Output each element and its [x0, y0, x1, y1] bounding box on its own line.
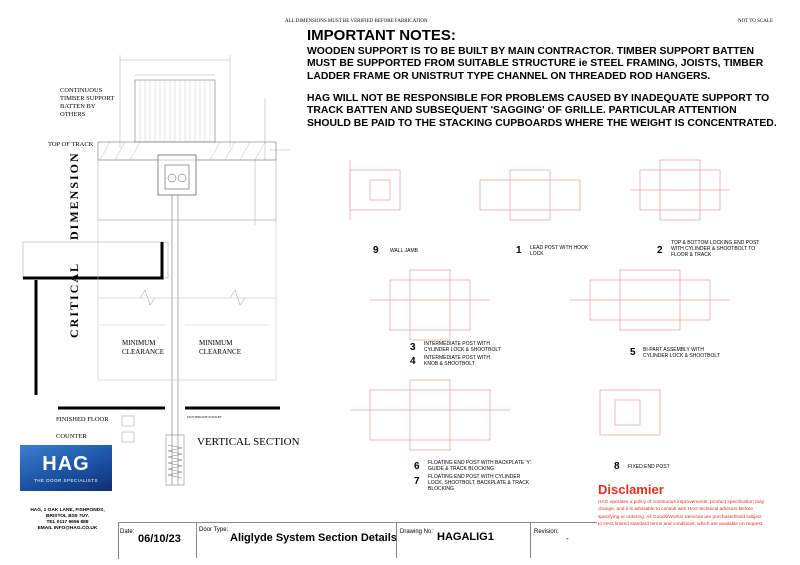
dustproof-label: DUSTPROOF SOCKET [187, 415, 222, 419]
drawing-number-value: HAGALIG1 [437, 531, 494, 543]
post-caption-5: BI-PART ASSEMBLY WITH CYLINDER LOCK & SHOOTBOLT [643, 347, 720, 359]
post-number-8: 8 [614, 461, 620, 472]
clearance-right: MINIMUM CLEARANCE [199, 339, 241, 356]
logo-wordmark: HAG [42, 453, 90, 475]
hag-logo [20, 445, 112, 491]
vertical-label-critical: CRITICAL [67, 261, 81, 338]
address-line: TEL 0117 9656 888 [46, 520, 89, 525]
top-of-track-label: TOP OF TRACK [48, 141, 94, 148]
post-caption-2: TOP & BOTTOM LOCKING END POST WITH CYLINDER & SHOOTBOLT TO FLOOR & TRACK [671, 240, 760, 258]
verify-note: ALL DIMENSIONS MUST BE VERIFIED BEFORE FABRICATION [285, 19, 428, 24]
post-details-drawing [330, 150, 760, 480]
counter-label: COUNTER [56, 433, 87, 440]
post-number-7: 7 [414, 476, 420, 487]
batten-label: CONTINUOUS TIMBER SUPPORT BATTEN BY OTHERS [60, 87, 115, 118]
address-line: EMAIL INFO@HAG.CO.UK [37, 526, 98, 531]
post-number-2: 2 [657, 245, 663, 256]
post-caption-3: INTERMEDIATE POST WITH CYLINDER LOCK & SHOOTBOLT [424, 341, 501, 353]
clearance-left: MINIMUM CLEARANCE [122, 339, 164, 356]
address-line: BRISTOL BS5 7UY. [45, 514, 89, 519]
finished-floor-label: FINISHED FLOOR [56, 416, 109, 423]
date-value: 06/10/23 [138, 533, 181, 545]
door-type-value: Aliglyde System Section Details [230, 532, 397, 544]
date-label: Date: [120, 529, 135, 535]
post-number-5: 5 [630, 347, 636, 358]
vertical-section-title: VERTICAL SECTION [197, 436, 300, 448]
vertical-label-dimension: DIMENSION [67, 151, 81, 240]
notes-paragraph-2: HAG WILL NOT BE RESPONSIBLE FOR PROBLEMS CAUSED BY INADEQUATE SUPPORT TO TRACK BATTEN AND SUBSEQUENT 'SAGGING' OF GRILLE. PARTICULAR ATTENTION SHOULD BE PAID TO THE STACKING CUPBOARDS WHERE THE WEIGHT IS CONCENTRATED. [307, 93, 777, 129]
post-caption-1: LEAD POST WITH HOOK LOCK [530, 245, 589, 257]
post-caption-6: FLOATING END POST WITH BACKPLATE 'Y' GUIDE & TRACK BLOCKING [428, 460, 531, 472]
revision-value: - [566, 534, 569, 543]
vertical-section-drawing [0, 0, 300, 500]
notes-title: IMPORTANT NOTES: [307, 27, 456, 44]
post-caption-8: FIXED END POST [628, 464, 670, 470]
post-caption-9: WALL JAMB [390, 248, 418, 254]
post-number-9: 9 [373, 245, 379, 256]
post-number-3: 3 [410, 342, 416, 353]
door-type-label: Door Type: [199, 527, 229, 533]
post-caption-4: INTERMEDIATE POST WITH KNOB & SHOOTBOLT [424, 355, 490, 367]
revision-label: Revision: [534, 529, 559, 535]
notes-paragraph-1: WOODEN SUPPORT IS TO BE BUILT BY MAIN CONTRACTOR. TIMBER SUPPORT BATTEN MUST BE SUPPORTED FROM SUITABLE STRUCTURE ie STEEL FRAMING, JOISTS, TIMBER LADDER FRAME OR UNISTRUT TYPE CHANNEL ON THREADED ROD HANGERS. [307, 46, 764, 82]
address-line: HAG, 1 OAK LANE, FISHPONDS, [30, 508, 105, 513]
post-number-6: 6 [414, 461, 420, 472]
scale-note: NOT TO SCALE [738, 19, 774, 24]
post-number-1: 1 [516, 245, 522, 256]
disclaimer-text: HAG operates a policy of continuous improvements, product specification may change, and it is advisable to consult with HAG technical advisors Before specifying or ordering. All Goods/Works/ Services are purchased/sold subject to HAG limited standard terms and conditions, which are available on request. [598, 500, 765, 528]
logo-tagline: THE DOOR SPECIALISTS [33, 478, 98, 483]
drawing-number-label: Drawing No: [400, 529, 434, 535]
disclaimer-title: Disclamier [598, 482, 664, 497]
post-caption-7: FLOATING END POST WITH CYLINDER LOCK, SHOOTBOLT, BACKPLATE & TRACK BLOCKING [428, 474, 530, 492]
company-address [20, 508, 115, 532]
post-number-4: 4 [410, 356, 416, 367]
